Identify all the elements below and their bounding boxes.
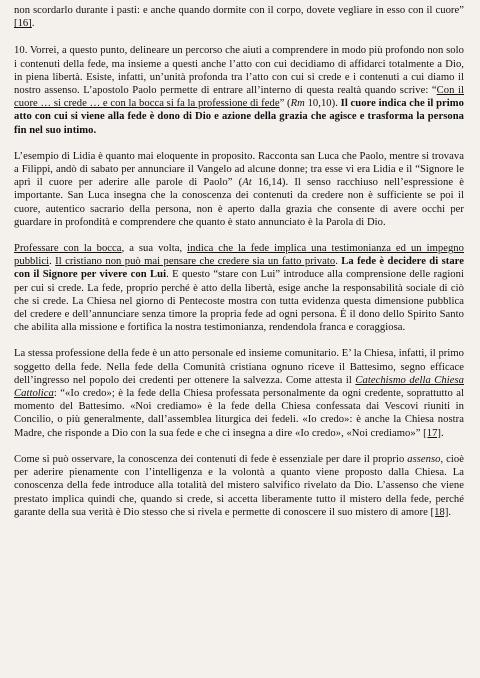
bold-text: Il cuore indica che il primo atto con cui si viene alla fede è dono di Dio e azione della grazia che agisce e trasforma la persona fin nel suo intimo.	[14, 98, 464, 136]
underlined-text: Professare con la bocca	[14, 243, 122, 255]
underlined-text: indica che la fede implica una testimonianza ed un impegno pubblici	[14, 243, 464, 268]
text: . E questo “stare con Lui” introduce alla comprensione delle ragioni per cui si crede. La fede, proprio perché è atto della libertà, esige anche la responsabilità sociale di ciò che si crede. La Chiesa nel giorno di Pentecoste mostra con tutta evidenza questa dimensione pubblica del credere e dell’annunciare senza timore la propria fede ad ogni persona. È il dono dello Spirito Santo che abilita alla missione e fortifica la nostra testimonianza, rendendola franca e coraggiosa.	[14, 269, 464, 334]
paragraph-professare	[14, 242, 464, 334]
citation-book: Rm	[290, 98, 305, 110]
footnote-link-16[interactable]: [16]	[14, 18, 32, 30]
text: .	[448, 506, 452, 518]
text: 10,10).	[304, 98, 341, 110]
text: Come si può osservare, la conoscenza dei contenuti di fede è essenziale per dare il proprio	[14, 453, 408, 465]
text: 16,14). Il senso racchiuso nell’espressione è importante. San Luca insegna che la conoscenza dei contenuti da credere non è sufficiente se poi il cuore, autentico sacrario della persona, non è aperto dalla grazia che consente di avere occhi per guardare in profondità e comprendere che quanto è stato annunciato è la Parola di Dio.	[14, 177, 464, 228]
text: : “«Io credo»; è la fede della Chiesa professata personalmente da ogni credente, soprattutto al momento del Battesimo. «Noi crediamo» è la fede della Chiesa confessata dai Vescovi riuniti in Concilio, o più generalmente, dall’assemblea liturgica dei fedeli. «Io credo»: è anche la Chiesa nostra Madre, che risponde a Dio con la sua fede e che ci insegna a dire «Io credo», «Noi crediamo»”	[14, 388, 464, 439]
text: .	[441, 427, 444, 439]
citation-book: At	[242, 177, 252, 189]
footnote-link-18[interactable]: [18]	[430, 506, 449, 518]
underlined-text: Il cristiano non può mai pensare che credere sia un fatto privato	[55, 256, 336, 268]
catechism-title: Catechismo della Chiesa Cattolica	[14, 374, 464, 400]
paragraph-lidia	[14, 150, 464, 229]
bold-text: La fede è decidere di stare con il Signore per vivere con Lui	[14, 256, 464, 281]
text: non scordarlo durante i pasti: e anche quando dormite con il corpo, dovete vegliare in esso con il cuore”	[14, 5, 464, 16]
text: La stessa professione della fede è un atto personale ed insieme comunitario. E’ la Chiesa, infatti, il primo soggetto della fede. Nella fede della Comunità cristiana ognuno riceve il Battesimo, segno efficace dell’ingresso nel popolo dei credenti per ottenere la salvezza. Come attesta il	[14, 348, 464, 386]
footnote-link-17[interactable]: [17]	[423, 427, 442, 439]
text: , cioè per aderire pienamente con l’intelligenza e la volontà a quanto viene proposto dalla Chiesa. La conoscenza della fede introduce alla totalità del mistero salvifico rivelato da Dio. L’assenso che viene prestato implica quindi che, quando si crede, si accetta liberamente tutto il mistero della fede, perché garante della sua verità è Dio stesso che si rivela e permette di conoscere il suo mistero di amore	[14, 453, 464, 518]
paragraph-1	[14, 4, 464, 30]
italic-text: assenso	[407, 453, 441, 465]
paragraph-10	[14, 44, 464, 136]
text: .	[31, 18, 35, 30]
paragraph-assenso	[14, 453, 464, 519]
text: .	[49, 256, 56, 268]
text: , a sua volta,	[121, 243, 188, 255]
text: L’esempio di Lidia è quanto mai eloquente in proposito. Racconta san Luca che Paolo, mentre si trovava a Filippi, andò di sabato per annunciare il Vangelo ad alcune donne; tra esse vi era Lidia e il “Signore le aprì il cuore per aderire alle parole di Paolo” (	[14, 150, 464, 189]
underlined-quote: Con il cuore … si crede … e con la bocca si fa la professione di fede	[14, 85, 464, 110]
text: .	[335, 256, 342, 268]
text: 10. Vorrei, a questo punto, delineare un percorso che aiuti a comprendere in modo più profondo non solo i contenuti della fede, ma insieme a questi anche l’atto con cui decidiamo di affidarci totalmente a Dio, in piena libertà. Esiste, infatti, un’unità profonda tra l’atto con cui si crede e i contenuti a cui diamo il nostro assenso. L’apostolo Paolo permette di entrare all’interno di questa realtà quando scrive: “	[14, 45, 464, 97]
paragraph-professione	[14, 347, 464, 439]
text: ” (	[279, 98, 291, 110]
